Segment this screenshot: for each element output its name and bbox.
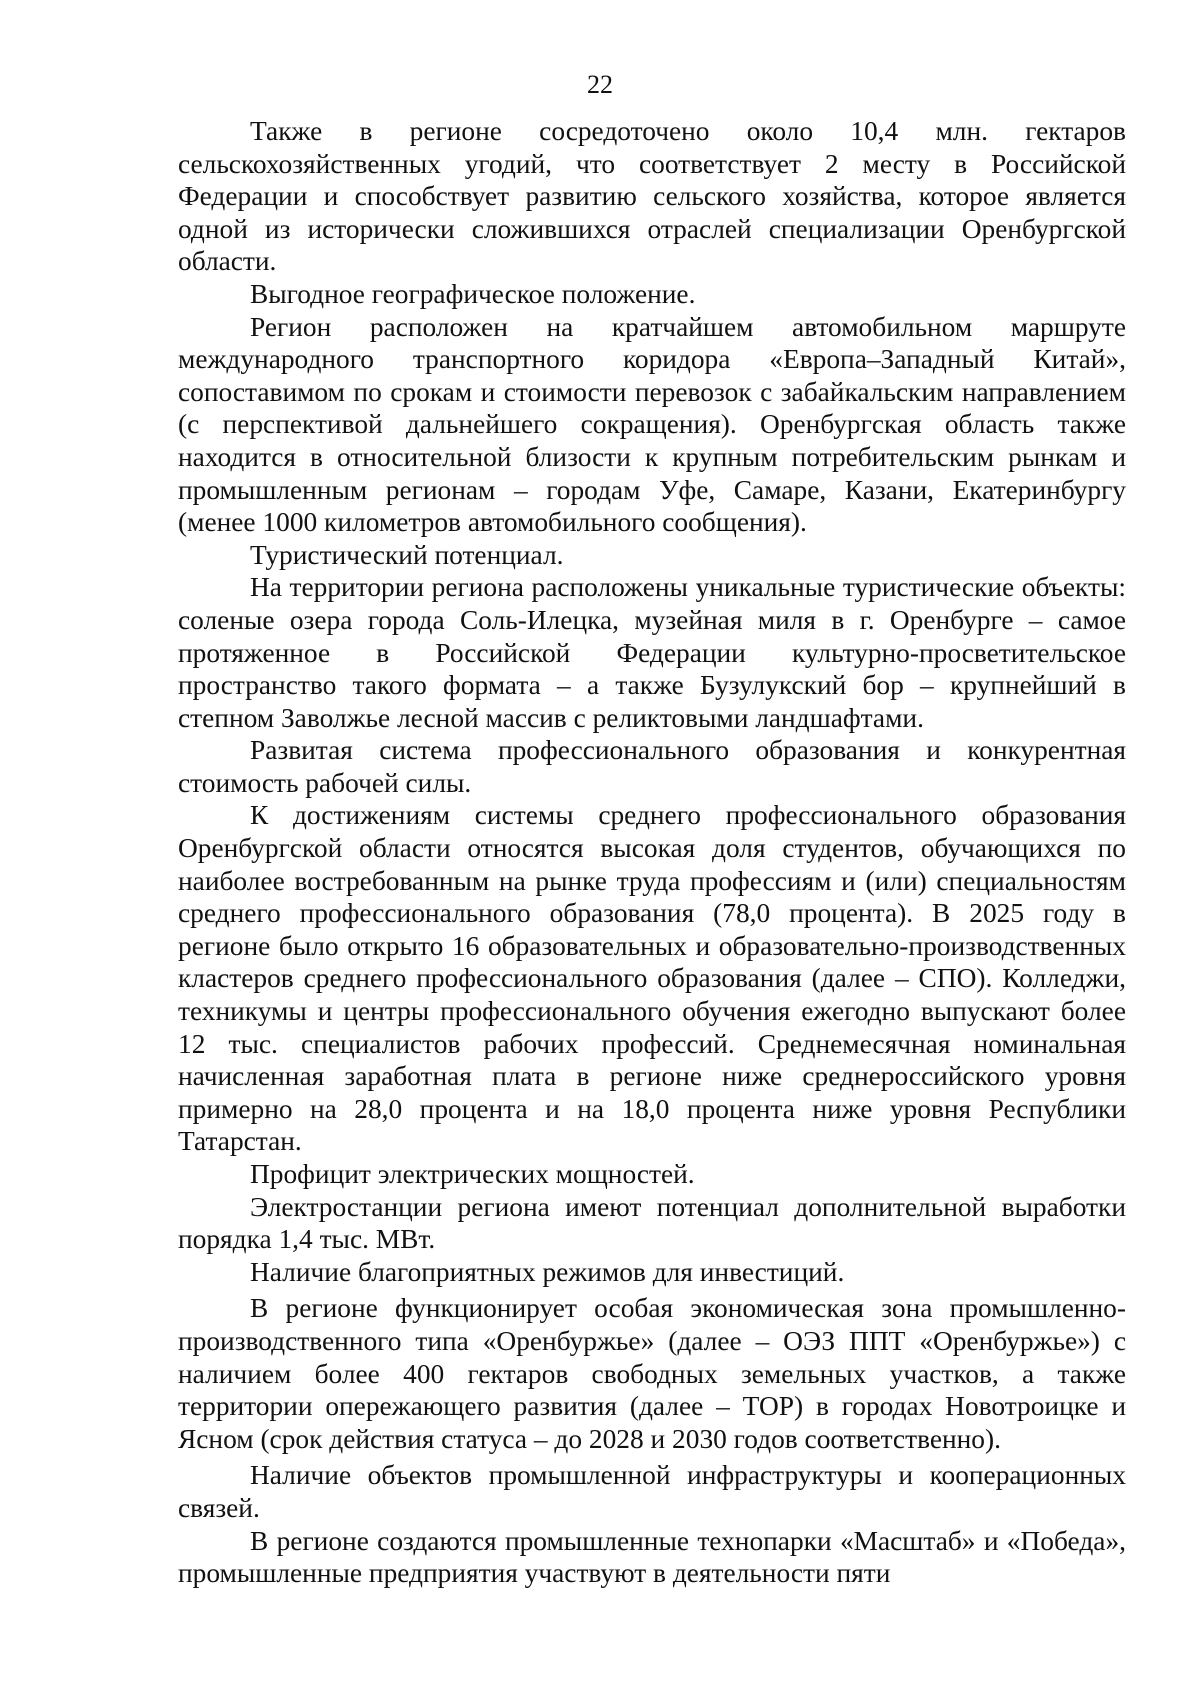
heading-power-surplus: Профицит электрических мощностей. [250, 1159, 695, 1189]
heading-geographic-position: Выгодное географическое положение. [250, 278, 696, 309]
document-body [178, 115, 1126, 1590]
heading-industrial-infrastructure: Наличие объектов промышленной инфраструктуры и кооперационных связей. [178, 1460, 1126, 1523]
heading-education-labor: Развитая система профессионального образования и конкурентная стоимость рабочей силы. [178, 735, 1126, 798]
heading-tourism-potential: Туристический потенциал. [250, 539, 564, 570]
heading-investment-regimes: Наличие благоприятных режимов для инвестиций. [250, 1256, 845, 1287]
paragraph-technoparks: В регионе создаются промышленные технопарки «Масштаб» и «Победа», промышленные предприятия участвуют в деятельности пяти [178, 1525, 1126, 1589]
paragraph-tourist-sites: На территории региона расположены уникальные туристические объекты: соленые озера города Соль-Илецка, музейная миля в г. Оренбурге – самое протяженное в Российской Федерации культурно-просветительское пространство такого формата – а также Бузулукский бор – крупнейший в степном Заволжье лесной массив с реликтовыми ландшафтами. [178, 572, 1126, 733]
paragraph-agricultural-land: Также в регионе сосредоточено около 10,4 млн. гектаров сельскохозяйственных угодий, что соответствует 2 месту в Российской Федерации и способствует развитию сельского хозяйства, которое является одной из исторически сложившихся отраслей специализации Оренбургской области. [178, 116, 1126, 277]
page-number: 22 [587, 70, 613, 99]
paragraph-vocational-education: К достижениям системы среднего профессионального образования Оренбургской области относятся высокая доля студентов, обучающихся по наиболее востребованным на рынке труда профессиям и (или) специальностям среднего профессионального образования (78,0 процента). В 2025 году в регионе было открыто 16 образовательных и образовательно-производственных кластеров среднего профессионального образования (далее – СПО). Колледжи, техникумы и центры профессионального обучения ежегодно выпускают более 12 тыс. специалистов рабочих профессий. Среднемесячная номинальная начисленная заработная плата в регионе ниже среднероссийского уровня примерно на 28,0 процента и на 18,0 процента ниже уровня Республики Татарстан. [178, 800, 1126, 1157]
paragraph-special-economic-zone: В регионе функционирует особая экономическая зона промышленно-производственного типа «Оренбуржье» (далее – ОЭЗ ППТ «Оренбуржье») с наличием более 400 гектаров свободных земельных участков, а также территории опережающего развития (далее – ТОР) в городах Новотроицке и Ясном (срок действия статуса – до 2028 и 2030 годов соответственно). [178, 1293, 1126, 1454]
paragraph-transport-corridor: Регион расположен на кратчайшем автомобильном маршруте международного транспортного коридора «Европа–Западный Китай», сопоставимом по срокам и стоимости перевозок с забайкальским направлением (с перспективой дальнейшего сокращения). Оренбургская область также находится в относительной близости к крупным потребительским рынкам и промышленным регионам – городам Уфе, Самаре, Казани, Екатеринбургу (менее 1000 километров автомобильного сообщения). [178, 311, 1126, 538]
paragraph-power-plants: Электростанции региона имеют потенциал дополнительной выработки порядка 1,4 тыс. МВт. [178, 1191, 1126, 1255]
